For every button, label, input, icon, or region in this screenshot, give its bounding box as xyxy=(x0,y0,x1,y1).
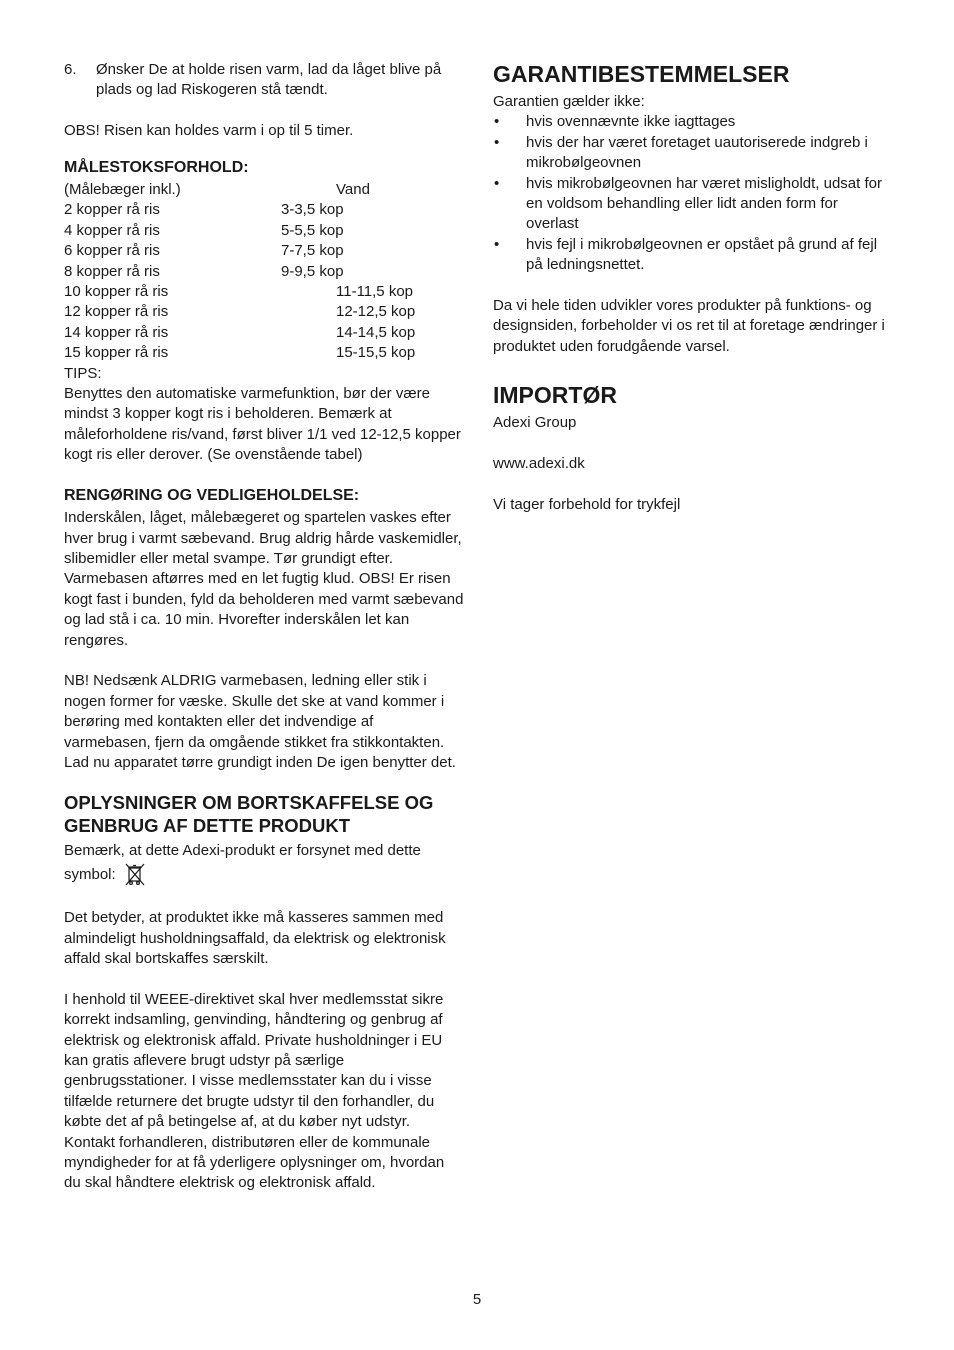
warranty-heading: GARANTIBESTEMMELSER xyxy=(493,61,790,87)
list-item-text: hvis mikrobølgeovnen har været misligholdt, udsat for en voldsom behandling eller lidt anden form for overlast xyxy=(526,174,882,233)
table-row xyxy=(64,241,464,261)
disposal-paragraph-2: Det betyder, at produktet ikke må kasseres sammen med almindeligt husholdningsaffald, da elektrisk og elektronisk affald skal bortskaffes særskilt. xyxy=(64,909,446,967)
importer-name: Adexi Group xyxy=(493,414,577,432)
list-item xyxy=(493,235,893,276)
page-number: 5 xyxy=(472,1291,482,1308)
item-number: 6. xyxy=(64,61,77,78)
list-item-text: hvis fejl i mikrobølgeovnen er opstået på grund af fejl på ledningsnettet. xyxy=(526,235,878,274)
water-amount: 14-14,5 kop xyxy=(336,323,416,341)
warranty-note: Da vi hele tiden udvikler vores produkter på funktions- og designsiden, forbeholder vi os ret til at foretage ændringer i produktet uden forudgående varsel. xyxy=(493,297,885,355)
cleaning-heading: RENGØRING OG VEDLIGEHOLDELSE: xyxy=(64,486,360,504)
measure-heading: MÅLESTOKSFORHOLD: xyxy=(64,158,249,176)
rice-amount: 10 kopper rå ris xyxy=(64,283,169,301)
table-row xyxy=(64,323,464,343)
bullet-glyph: • xyxy=(494,133,500,151)
list-item xyxy=(493,174,893,235)
water-amount: 3-3,5 kop xyxy=(281,201,344,219)
water-amount: 15-15,5 kop xyxy=(336,344,416,362)
rice-amount: 12 kopper rå ris xyxy=(64,303,169,321)
disposal-paragraph-1 xyxy=(64,841,464,887)
importer-heading: IMPORTØR xyxy=(493,382,617,409)
warranty-list xyxy=(493,112,893,275)
water-amount: 5-5,5 kop xyxy=(281,221,344,239)
list-item-text: hvis der har været foretaget uautoriserede indgreb i mikrobølgeovnen xyxy=(526,133,868,172)
table-row xyxy=(64,343,464,363)
disposal-paragraph-1-text: Bemærk, at dette Adexi-produkt er forsynet med dette symbol: xyxy=(64,842,421,883)
water-amount: 9-9,5 kop xyxy=(281,262,344,280)
obs-note: OBS! Risen kan holdes varm i op til 5 timer. xyxy=(64,122,354,140)
cleaning-paragraph-1: Inderskålen, låget, målebægeret og spartelen vaskes efter hver brug i varmt sæbevand. Brug aldrig hårde vaskemidler, slibemidler eller metal svampe. Tør grundigt efter. Varmebasen aftørres med en let fugtig klud. OBS! Er risen kogt fast i bunden, fyld da beholderen med varmt sæbevand og lad stå i ca. 10 min. Hvorefter inderskålen let kan rengøres. xyxy=(64,509,464,649)
importer-website-link[interactable]: www.adexi.dk xyxy=(493,455,585,473)
table-row xyxy=(64,282,464,302)
bullet-glyph: • xyxy=(494,235,500,253)
rice-amount: 4 kopper rå ris xyxy=(64,221,160,239)
table-row xyxy=(64,200,464,220)
disposal-heading: OPLYSNINGER OM BORTSKAFFELSE OG GENBRUG AF DETTE PRODUKT xyxy=(64,792,434,837)
warranty-intro: Garantien gælder ikke: xyxy=(493,93,645,110)
bullet-glyph: • xyxy=(494,174,500,192)
rice-amount: 6 kopper rå ris xyxy=(64,242,160,260)
measure-header-col2: Vand xyxy=(336,181,370,199)
print-error-disclaimer: Vi tager forbehold for trykfejl xyxy=(493,495,681,513)
list-item xyxy=(493,133,893,174)
measure-header-col1: (Målebæger inkl.) xyxy=(64,181,181,199)
rice-amount: 15 kopper rå ris xyxy=(64,344,169,362)
rice-amount: 2 kopper rå ris xyxy=(64,201,160,219)
item-text: Ønsker De at holde risen varm, lad da låget blive på plads og lad Riskogeren stå tændt. xyxy=(96,61,442,99)
crossed-out-wheelie-bin-icon xyxy=(124,862,146,888)
disposal-paragraph-3: I henhold til WEEE-direktivet skal hver medlemsstat sikre korrekt indsamling, genvinding, håndtering og genbrug af elektrisk og elektronisk affald. Private husholdninger i EU kan gratis aflevere brugt udstyr på særlige genbrugsstationer. I visse medlemsstater kan du i visse tilfælde returnere det brugte udstyr til den forhandler, du købte det af på betingelse af, at du køber nyt udstyr. Kontakt forhandleren, distributøren eller de kommunale myndigheder for at få yderligere oplysninger om, hvordan du skal håndtere elektrisk og elektronisk affald. xyxy=(64,990,445,1192)
list-item xyxy=(493,112,893,132)
water-amount: 12-12,5 kop xyxy=(336,303,416,321)
table-row xyxy=(64,262,464,282)
water-amount: 11-11,5 kop xyxy=(336,283,413,301)
cleaning-paragraph-2: NB! Nedsænk ALDRIG varmebasen, ledning eller stik i nogen former for væske. Skulle det ske at vand kommer i berøring med kontakten eller det indvendige af varmebasen, fjern da omgående stikket fra stikkontakten. Lad nu apparatet tørre grundigt inden De igen benytter det. xyxy=(64,672,456,771)
list-item-text: hvis ovennævnte ikke iagttages xyxy=(526,113,736,131)
water-amount: 7-7,5 kop xyxy=(281,242,344,260)
left-column xyxy=(64,60,464,1194)
bullet-glyph: • xyxy=(494,113,500,131)
tips-label: TIPS: xyxy=(64,364,102,382)
measure-table-header xyxy=(64,180,464,200)
measure-table xyxy=(64,180,464,364)
rice-amount: 8 kopper rå ris xyxy=(64,262,160,280)
instruction-item-6 xyxy=(64,60,464,101)
tips-text: Benyttes den automatiske varmefunktion, bør der være mindst 3 kopper kogt ris i beholderen. Bemærk at måleforholdene ris/vand, først bliver 1/1 ved 12-12,5 kopper kogt ris eller derover. (Se ovenstående tabel) xyxy=(64,385,461,464)
table-row xyxy=(64,221,464,241)
rice-amount: 14 kopper rå ris xyxy=(64,323,169,341)
table-row xyxy=(64,302,464,322)
right-column xyxy=(493,60,893,515)
